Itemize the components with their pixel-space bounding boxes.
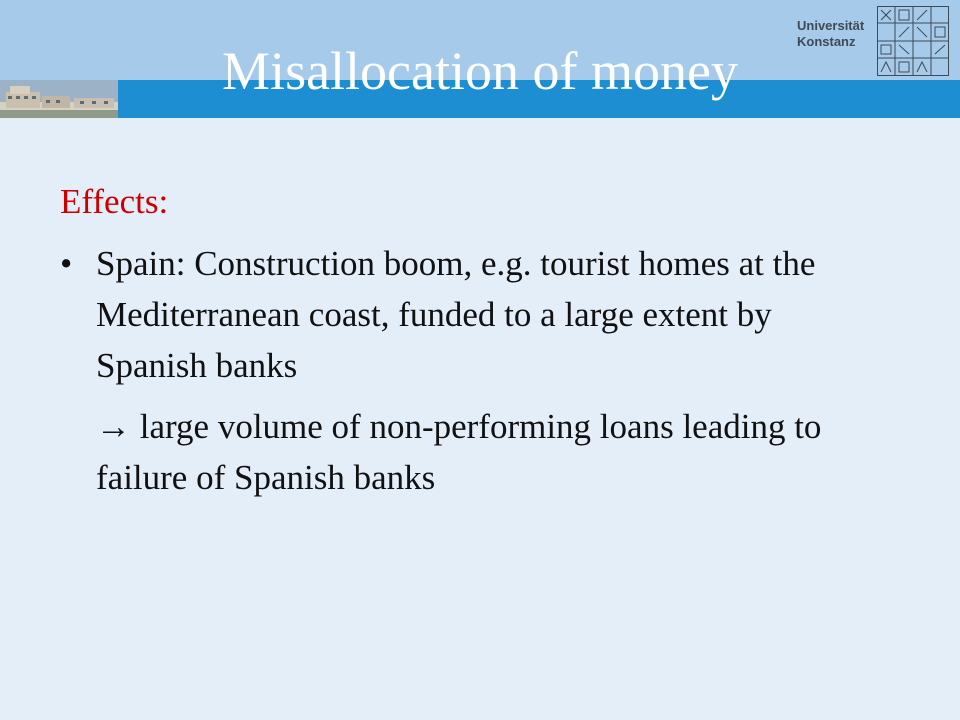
bullet-item — [60, 238, 890, 391]
university-name-line1: Universität — [797, 18, 865, 33]
bullet-text: Spain: Construction boom, e.g. tourist homes at the Mediterranean coast, funded to a large extent by Spanish banks — [96, 244, 816, 385]
slide-title: Misallocation of money — [222, 41, 738, 101]
section-subhead: Effects: — [60, 182, 169, 221]
bullet-marker: • — [60, 244, 73, 283]
consequence-text: → large volume of non-performing loans leading to failure of Spanish banks — [96, 407, 822, 497]
university-name-line2: Konstanz — [797, 34, 856, 49]
slide-content — [60, 176, 890, 503]
